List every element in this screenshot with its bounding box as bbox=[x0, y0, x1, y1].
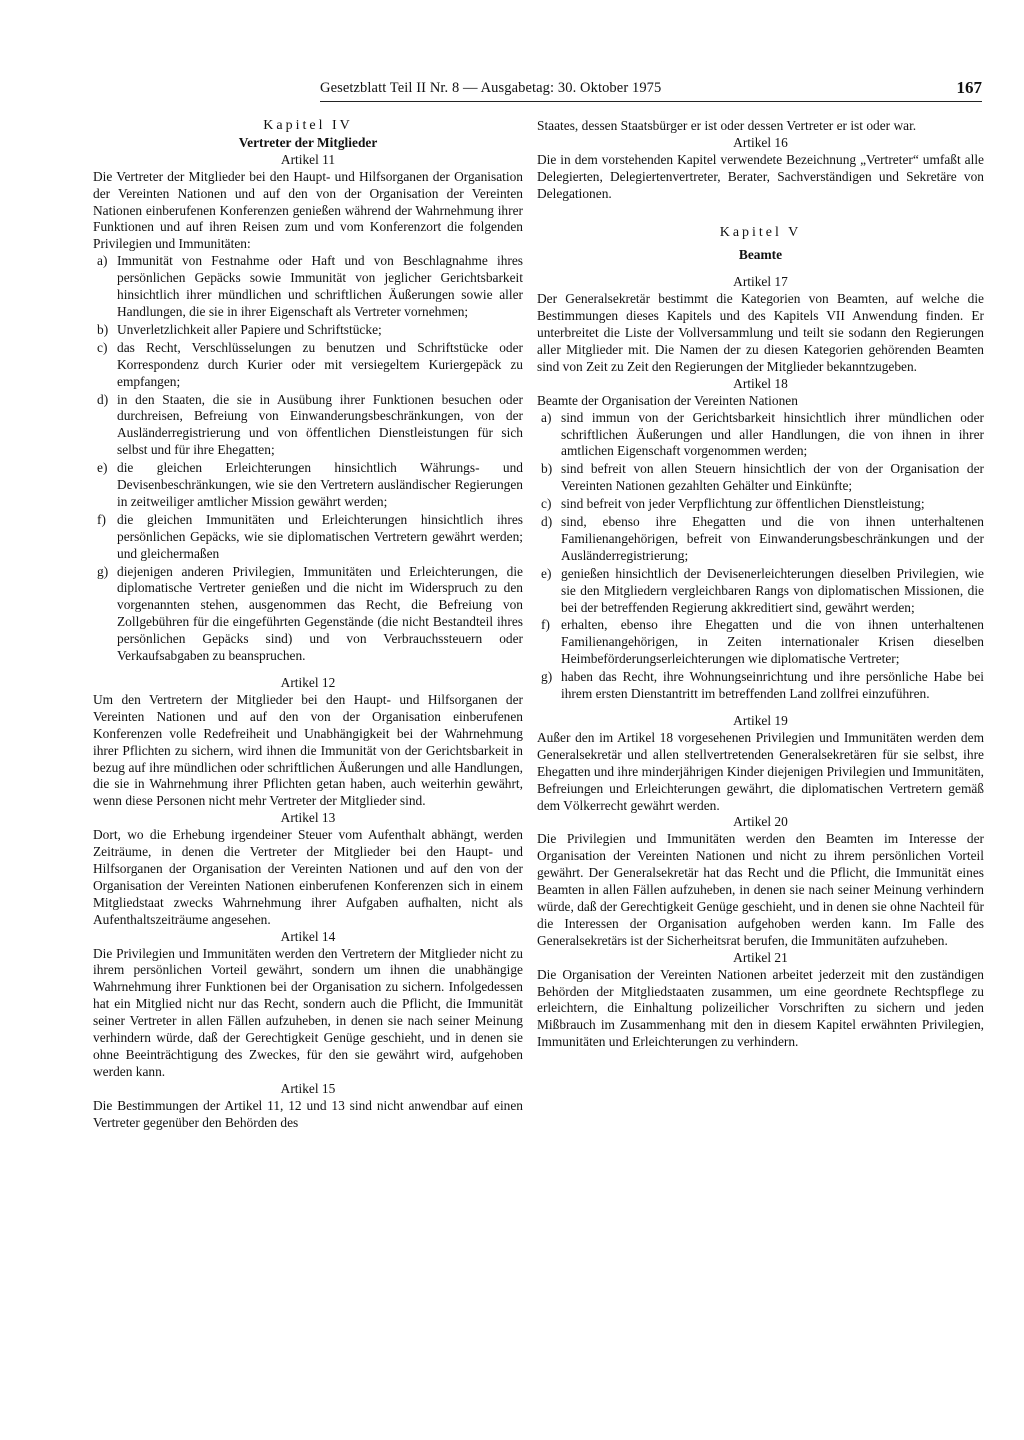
article-paragraph: Die Organisation der Vereinten Nationen arbeitet jederzeit mit den zuständigen Behörden der Mitgliedstaaten zusammen, um eine geordnete Rechtspflege zu erleichtern, die Einhaltung polizeilicher Vorschriften zu sichern und jeden Mißbrauch im Zusammenhang mit den in diesem Kapitel erwähnten Privilegien, Immunitäten und Erleichterungen zu verhindern. bbox=[537, 966, 984, 1050]
list-item bbox=[93, 512, 523, 563]
list-marker: c) bbox=[97, 339, 108, 355]
list-item-text: sind befreit von jeder Verpflichtung zur öffentlichen Dienstleistung; bbox=[561, 496, 925, 512]
list-item bbox=[93, 460, 523, 511]
list-marker: b) bbox=[97, 321, 109, 337]
list-item bbox=[93, 564, 523, 665]
list-marker: c) bbox=[541, 496, 552, 512]
list-item-text: sind immun von der Gerichtsbarkeit hinsichtlich ihrer mündlichen oder schriftlichen Äußerungen und aller Handlungen, die von ihnen in ihrer amtlichen Eigenschaft vorgenommen werden; bbox=[561, 409, 984, 459]
article-heading: Artikel 19 bbox=[733, 713, 788, 728]
article-paragraph: Um den Vertretern der Mitglieder bei den Haupt- und Hilfsorganen der Vereinten Nationen und auf den von der Organisation einberufenen Konferenzen volle Redefreiheit und Unabhängigkeit bei der Wahrnehmung ihrer Pflichten zu sichern, wird ihnen die Immunität von der Gerichtsbarkeit in bezug auf ihre mündlichen oder schriftlichen Äußerungen und alle Handlungen, die sie in Wahrnehmung ihrer Pflichten getan haben, auch weiterhin gewährt, wenn diese Personen nicht mehr Vertreter der Mitglieder sind. bbox=[93, 691, 523, 809]
list-item-text: sind, ebenso ihre Ehegatten und die von ihnen unterhaltenen Familienangehörigen, befreit von Einwanderungsbeschränkungen und der Ausländerregistrierung; bbox=[561, 514, 984, 563]
chapter-label: Kapitel IV bbox=[263, 118, 353, 133]
list-marker: f) bbox=[97, 511, 106, 527]
list-marker: d) bbox=[541, 514, 553, 530]
list-item-text: in den Staaten, die sie in Ausübung ihrer Funktionen besuchen oder durchreisen, Befreiung von Einwanderungsbeschränkungen, von der Ausländerregistrierung und von öffentlichen Dienstleistungen für sich selbst und für ihre Ehegatten; bbox=[117, 391, 523, 458]
list-marker: g) bbox=[97, 563, 109, 579]
article-heading: Artikel 18 bbox=[733, 375, 788, 391]
article-heading: Artikel 20 bbox=[733, 814, 788, 830]
list-item bbox=[537, 514, 984, 565]
list-item bbox=[93, 322, 523, 339]
article-paragraph: Die in dem vorstehenden Kapitel verwendete Bezeichnung „Vertreter“ umfaßt alle Delegierten, Delegiertenvertreter, Berater, Sachverständigen und Sekretäre von Delegationen. bbox=[537, 151, 984, 201]
list-item bbox=[537, 496, 984, 513]
header-title: Gesetzblatt Teil II Nr. 8 — Ausgabetag: 30. Oktober 1975 bbox=[320, 80, 662, 96]
article-paragraph-continued: Staates, dessen Staatsbürger er ist oder dessen Vertreter er ist oder war. bbox=[537, 118, 917, 133]
list-item bbox=[537, 566, 984, 617]
list-item bbox=[537, 461, 984, 495]
article-heading: Artikel 12 bbox=[280, 675, 336, 690]
article-paragraph: Die Privilegien und Immunitäten werden den Beamten im Interesse der Organisation der Vereinten Nationen und nicht zu ihrem persönlichen Vorteil gewährt. Der Generalsekretär hat das Recht und die Pflicht, die Immunität eines Beamten in allen Fällen aufzuheben, in denen sie nach seiner Meinung verhindern würde, daß der Gerechtigkeit Genüge geschieht, und in denen sie ohne Nachteil für die Interessen der Organisation aufgehoben werden kann. Im Falle des Generalsekretärs ist der Sicherheitsrat berufen, die Immunitäten aufzuheben. bbox=[537, 831, 984, 948]
list-marker: d) bbox=[97, 391, 109, 407]
article-paragraph: Außer den im Artikel 18 vorgesehenen Privilegien und Immunitäten werden dem Generalsekretär und allen stellvertretenden Generalsekretären für sie selbst, ihre Ehegatten und ihre minderjährigen Kinder diejenigen Privilegien und Immunitäten, Befreiungen und Erleichterungen gewährt, die diplomatischen Vertretern gemäß dem Völkerrecht gewährt werden. bbox=[537, 729, 984, 813]
right-column bbox=[537, 118, 984, 1051]
article-paragraph: Die Bestimmungen der Artikel 11, 12 und 13 sind nicht anwendbar auf einen Vertreter gegenüber den Behörden des bbox=[93, 1097, 523, 1130]
chapter-label: Kapitel V bbox=[719, 224, 802, 240]
chapter-title: Vertreter der Mitglieder bbox=[238, 134, 378, 150]
list-marker: g) bbox=[541, 669, 553, 685]
list-item-text: Immunität von Festnahme oder Haft und von Beschlagnahme ihres persönlichen Gepäcks sowie Immunität von jeglicher Gerichtsbarkeit hinsichtlich ihrer mündlichen und schriftlichen Äußerungen sowie aller Handlungen, die sie in ihrer Eigenschaft als Vertreter vornehmen; bbox=[117, 253, 523, 319]
list-marker: a) bbox=[97, 253, 108, 269]
article-paragraph: Der Generalsekretär bestimmt die Kategorien von Beamten, auf welche die Bestimmungen dieses Kapitels und des Kapitels VII Anwendung finden. Er unterbreitet die Liste der Vollversammlung und teilt sie sodann den Regierungen aller Mitglieder mit. Die Namen der zu diesen Kategorien gehörenden Beamten sind von Zeit zu Zeit den Regierungen der Mitglieder bekanntzugeben. bbox=[537, 291, 984, 374]
list-item-text: diejenigen anderen Privilegien, Immunitäten und Erleichterungen, die diplomatische Vertreter genießen und die nicht im Widerspruch zu den vorgenannten stehen, ausgenommen das Recht, die Befreiung von Zollgebühren für die eingeführten Gegenstände (die nicht Bestandteil ihres persönlichen Gepäcks sind) und von Verbrauchssteuern oder Verkaufsabgaben zu beanspruchen. bbox=[117, 563, 523, 664]
article-paragraph: Dort, wo die Erhebung irgendeiner Steuer vom Aufenthalt abhängt, werden Zeiträume, in denen die Vertreter der Mitglieder bei den Haupt- und Hilfsorganen der Organisation der Vereinten Nationen und auf den von der Organisation der Vereinten Nationen einberufenen Konferenzen sich in einem Mitgliedstaat zwecks Wahrnehmung ihrer Aufgaben aufhalten, nicht als Aufenthaltszeiträume angesehen. bbox=[93, 827, 523, 927]
article-heading: Artikel 15 bbox=[280, 1080, 336, 1096]
list-item bbox=[537, 617, 984, 668]
list-item-text: Unverletzlichkeit aller Papiere und Schriftstücke; bbox=[117, 321, 382, 337]
list-marker: a) bbox=[541, 409, 552, 425]
article-list bbox=[537, 410, 984, 703]
list-item bbox=[93, 340, 523, 391]
list-item bbox=[93, 392, 523, 460]
list-item-text: die gleichen Erleichterungen hinsichtlich Währungs- und Devisenbeschränkungen, wie sie den Vertretern ausländischer Regierungen in zeitweiliger amtlicher Mission gewährt werden; bbox=[117, 460, 523, 509]
article-heading: Artikel 11 bbox=[280, 151, 336, 167]
article-heading: Artikel 17 bbox=[733, 274, 788, 290]
left-column bbox=[93, 118, 523, 1131]
page-number: 167 bbox=[956, 78, 982, 97]
list-item bbox=[93, 253, 523, 321]
list-item-text: das Recht, Verschlüsselungen zu benutzen und Schriftstücke oder Korrespondenz durch Kurier oder mit versiegeltem Kuriergepäck zu empfangen; bbox=[117, 339, 523, 389]
chapter-title: Beamte bbox=[738, 247, 783, 263]
list-item-text: erhalten, ebenso ihre Ehegatten und die von ihnen unterhaltenen Familienangehörigen, in Zeiten internationaler Krisen dieselben Heimbeförderungserleichterungen wie diplomatische Vertreter; bbox=[561, 617, 984, 667]
list-marker: f) bbox=[541, 617, 550, 633]
list-item-text: haben das Recht, ihre Wohnungseinrichtung und ihre persönliche Habe bei ihrem ersten Dienstantritt im betreffenden Land zollfrei einzuführen. bbox=[561, 669, 984, 702]
list-item bbox=[537, 410, 984, 461]
list-item-text: genießen hinsichtlich der Devisenerleichterungen dieselben Privilegien, wie sie den Mitgliedern vergleichbaren Rangs von diplomatischen Missionen, die bei der betreffenden Regierung akkreditiert sind, gewährt werden; bbox=[561, 565, 984, 615]
article-paragraph: Die Privilegien und Immunitäten werden den Vertretern der Mitglieder nicht zu ihrem persönlichen Vorteil gewährt, sondern um ihnen die unabhängige Wahrnehmung ihrer Funktionen bei der Organisation zu sichern. Infolgedessen hat ein Mitglied nicht nur das Recht, sondern auch die Pflicht, die Immunität seiner Vertreter in allen Fällen aufzuheben, in denen sie nach seiner Meinung verhindern würde, daß der Gerechtigkeit Genüge geschieht, und in denen sie ohne Beeinträchtigung des Zweckes, für den sie gewährt wird, aufgehoben werden kann. bbox=[93, 945, 523, 1079]
header-rule bbox=[320, 101, 982, 102]
list-item-text: die gleichen Immunitäten und Erleichterungen hinsichtlich ihres persönlichen Gepäcks, wie sie diplomatischen Vertretern gewährt werden; und gleichermaßen bbox=[117, 511, 523, 561]
article-heading: Artikel 13 bbox=[280, 810, 336, 826]
article-list bbox=[93, 253, 523, 665]
article-heading: Artikel 16 bbox=[733, 134, 788, 150]
article-paragraph: Die Vertreter der Mitglieder bei den Haupt- und Hilfsorganen der Organisation der Vereinten Nationen und auf den von der Organisation der Vereinten Nationen einberufenen Konferenzen genießen während der Wahrnehmung ihrer Funktionen und auf ihren Reisen zum und vom Konferenzort die folgenden Privilegien und Immunitäten: bbox=[93, 168, 523, 252]
list-item-text: sind befreit von allen Steuern hinsichtlich der von der Organisation der Vereinten Nationen gezahlten Gehälter und Einkünfte; bbox=[561, 461, 984, 494]
list-marker: e) bbox=[541, 565, 552, 581]
list-item bbox=[537, 669, 984, 703]
article-paragraph: Beamte der Organisation der Vereinten Nationen bbox=[537, 392, 798, 408]
article-heading: Artikel 21 bbox=[733, 949, 788, 965]
article-heading: Artikel 14 bbox=[280, 928, 336, 944]
list-marker: b) bbox=[541, 461, 553, 477]
page-header bbox=[300, 80, 990, 104]
list-marker: e) bbox=[97, 460, 108, 476]
